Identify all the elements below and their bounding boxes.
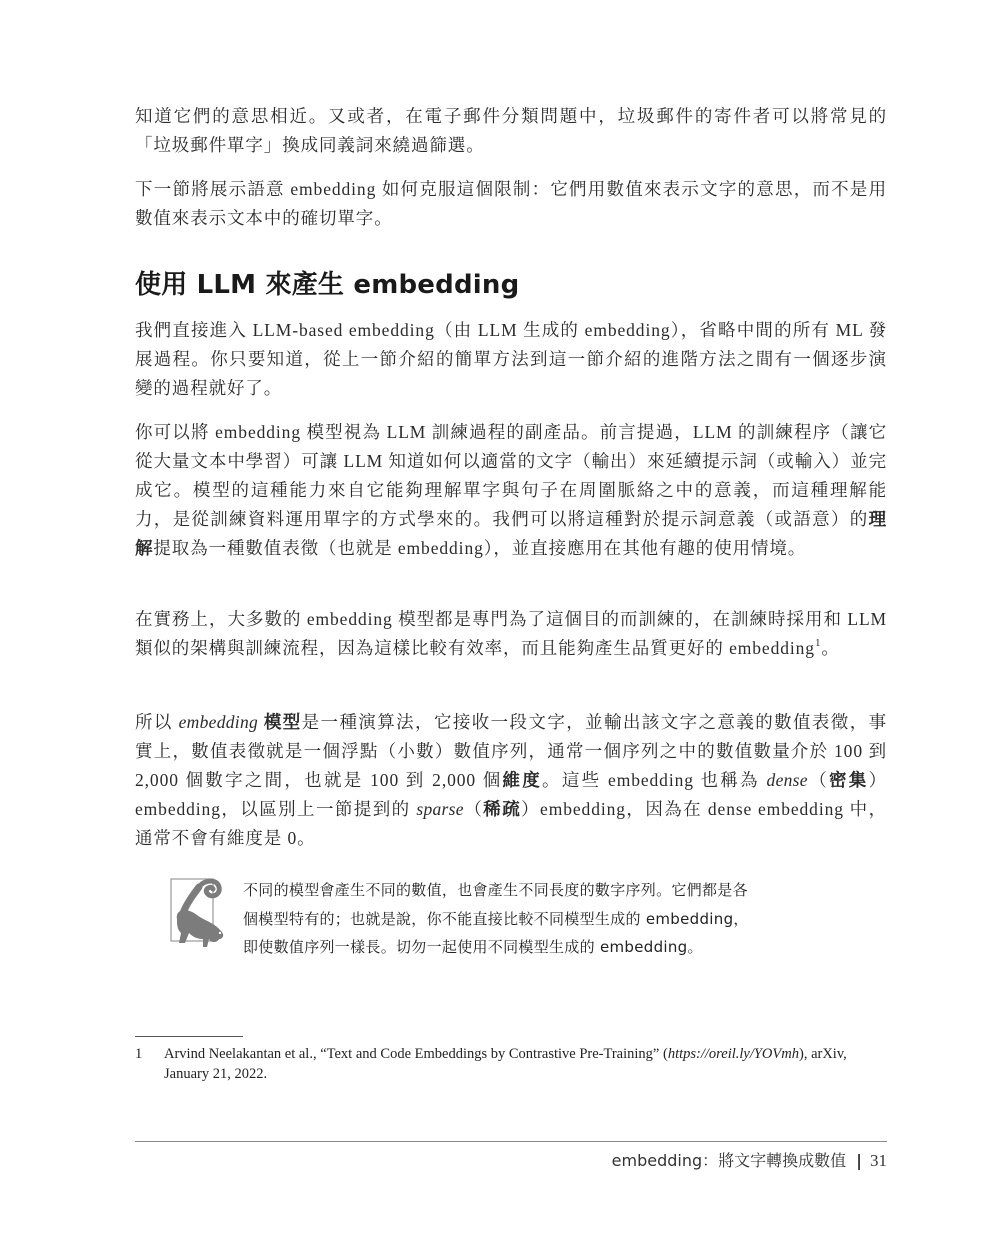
footnote-ref-1[interactable]: 1	[814, 637, 822, 649]
italic-term-dense: dense	[766, 770, 808, 790]
text: ）embedding，以區別上一節提到的	[135, 770, 887, 819]
bold-term-model: 模型	[258, 712, 302, 732]
lemur-icon	[165, 873, 229, 957]
note-callout	[165, 873, 865, 963]
bold-term-dimension: 維度	[502, 770, 543, 790]
paragraph-spam-filter: 知道它們的意思相近。又或者，在電子郵件分類問題中，垃圾郵件的寄件者可以將常見的「垃圾郵件單字」換成同義詞來繞過篩選。	[135, 106, 887, 155]
footnote-link[interactable]: https://oreil.ly/YOVmh	[667, 1046, 799, 1062]
footer-separator: |	[856, 1151, 862, 1170]
text: 你可以將 embedding 模型視為 LLM 訓練過程的副產品。前言提過，LLM 的訓練程序（讓它從大量文本中學習）可讓 LLM 知道如何以適當的文字（輸出）來延續提示詞（或輸入）並完成它。模型的這種能力來自它能夠理解單字與句子在周圍脈絡之中的意義，而這種理解能力，是從訓練資料運用單字的方式學來的。我們可以將這種對於提示詞意義（或語意）的	[135, 422, 887, 529]
paragraph-embedding-model-definition	[135, 708, 887, 853]
text: 。	[821, 638, 840, 658]
paragraph-embedding-byproduct	[135, 418, 887, 563]
bold-term-dense-zh: 密集	[829, 770, 869, 790]
text: （	[807, 770, 830, 790]
footnote-number: 1	[135, 1046, 143, 1062]
text: （	[463, 799, 484, 819]
text: 是一種演算法，它接收一段文字，並輸出該文字之意義的數值表徵，事實上，數值表徵就是一個浮點（小數）數值序列，通常一個序列之中的數值數量介於 100 到 2,000 個數字之間，也就是 100 到 2,000 個	[135, 712, 888, 790]
paragraph-dedicated-training	[135, 605, 887, 663]
paragraph-llm-based-embedding: 我們直接進入 LLM-based embedding（由 LLM 生成的 embedding），省略中間的所有 ML 發展過程。你只要知道，從上一節介紹的簡單方法到這一節介紹的進階方法之間有一個逐步演變的過程就好了。	[135, 320, 887, 398]
footnote-divider	[135, 1036, 243, 1037]
running-chapter-title: embedding：將文字轉換成數值	[611, 1151, 847, 1170]
bold-term-sparse-zh: 稀疏	[483, 799, 522, 819]
text: Arvind Neelakantan et al., “Text and Code Embeddings by Contrastive Pre-Training” (	[164, 1046, 668, 1062]
section-heading: 使用 LLM 來產生 embedding	[135, 270, 520, 300]
footnote-body	[164, 1044, 887, 1084]
page-footer	[612, 1149, 887, 1173]
bold-term-understanding: 理解	[135, 509, 887, 558]
italic-term-sparse: sparse	[416, 799, 464, 819]
text: 所以	[135, 712, 179, 732]
note-line: 個模型特有的；也就是說，你不能直接比較不同模型生成的 embedding，	[243, 909, 749, 928]
note-line: 不同的模型會產生不同的數值，也會產生不同長度的數字序列。它們都是各	[243, 881, 748, 899]
footnote-1	[135, 1044, 887, 1084]
text: 提取為一種數值表徵（也就是 embedding），並直接應用在其他有趣的使用情境。	[153, 538, 807, 558]
footer-divider	[135, 1141, 887, 1142]
text: ）embedding，因為在 dense embedding 中，通常不會有維度是 0。	[135, 799, 887, 848]
paragraph-semantic-embedding-intro: 下一節將展示語意 embedding 如何克服這個限制：它們用數值來表示文字的意思，而不是用數值來表示文本中的確切單字。	[135, 179, 887, 228]
note-line: 即使數值序列一樣長。切勿一起使用不同模型生成的 embedding。	[243, 938, 703, 956]
text: 。這些 embedding 也稱為	[542, 770, 767, 790]
note-text	[243, 876, 843, 962]
text: 在實務上，大多數的 embedding 模型都是專門為了這個目的而訓練的，在訓練時採用和 LLM 類似的架構與訓練流程，因為這樣比較有效率，而且能夠產生品質更好的 embedding	[135, 609, 887, 658]
page-number: 31	[870, 1151, 887, 1170]
italic-term-embedding: embedding	[178, 712, 259, 732]
text: ), arXiv, January 21, 2022.	[164, 1046, 847, 1082]
